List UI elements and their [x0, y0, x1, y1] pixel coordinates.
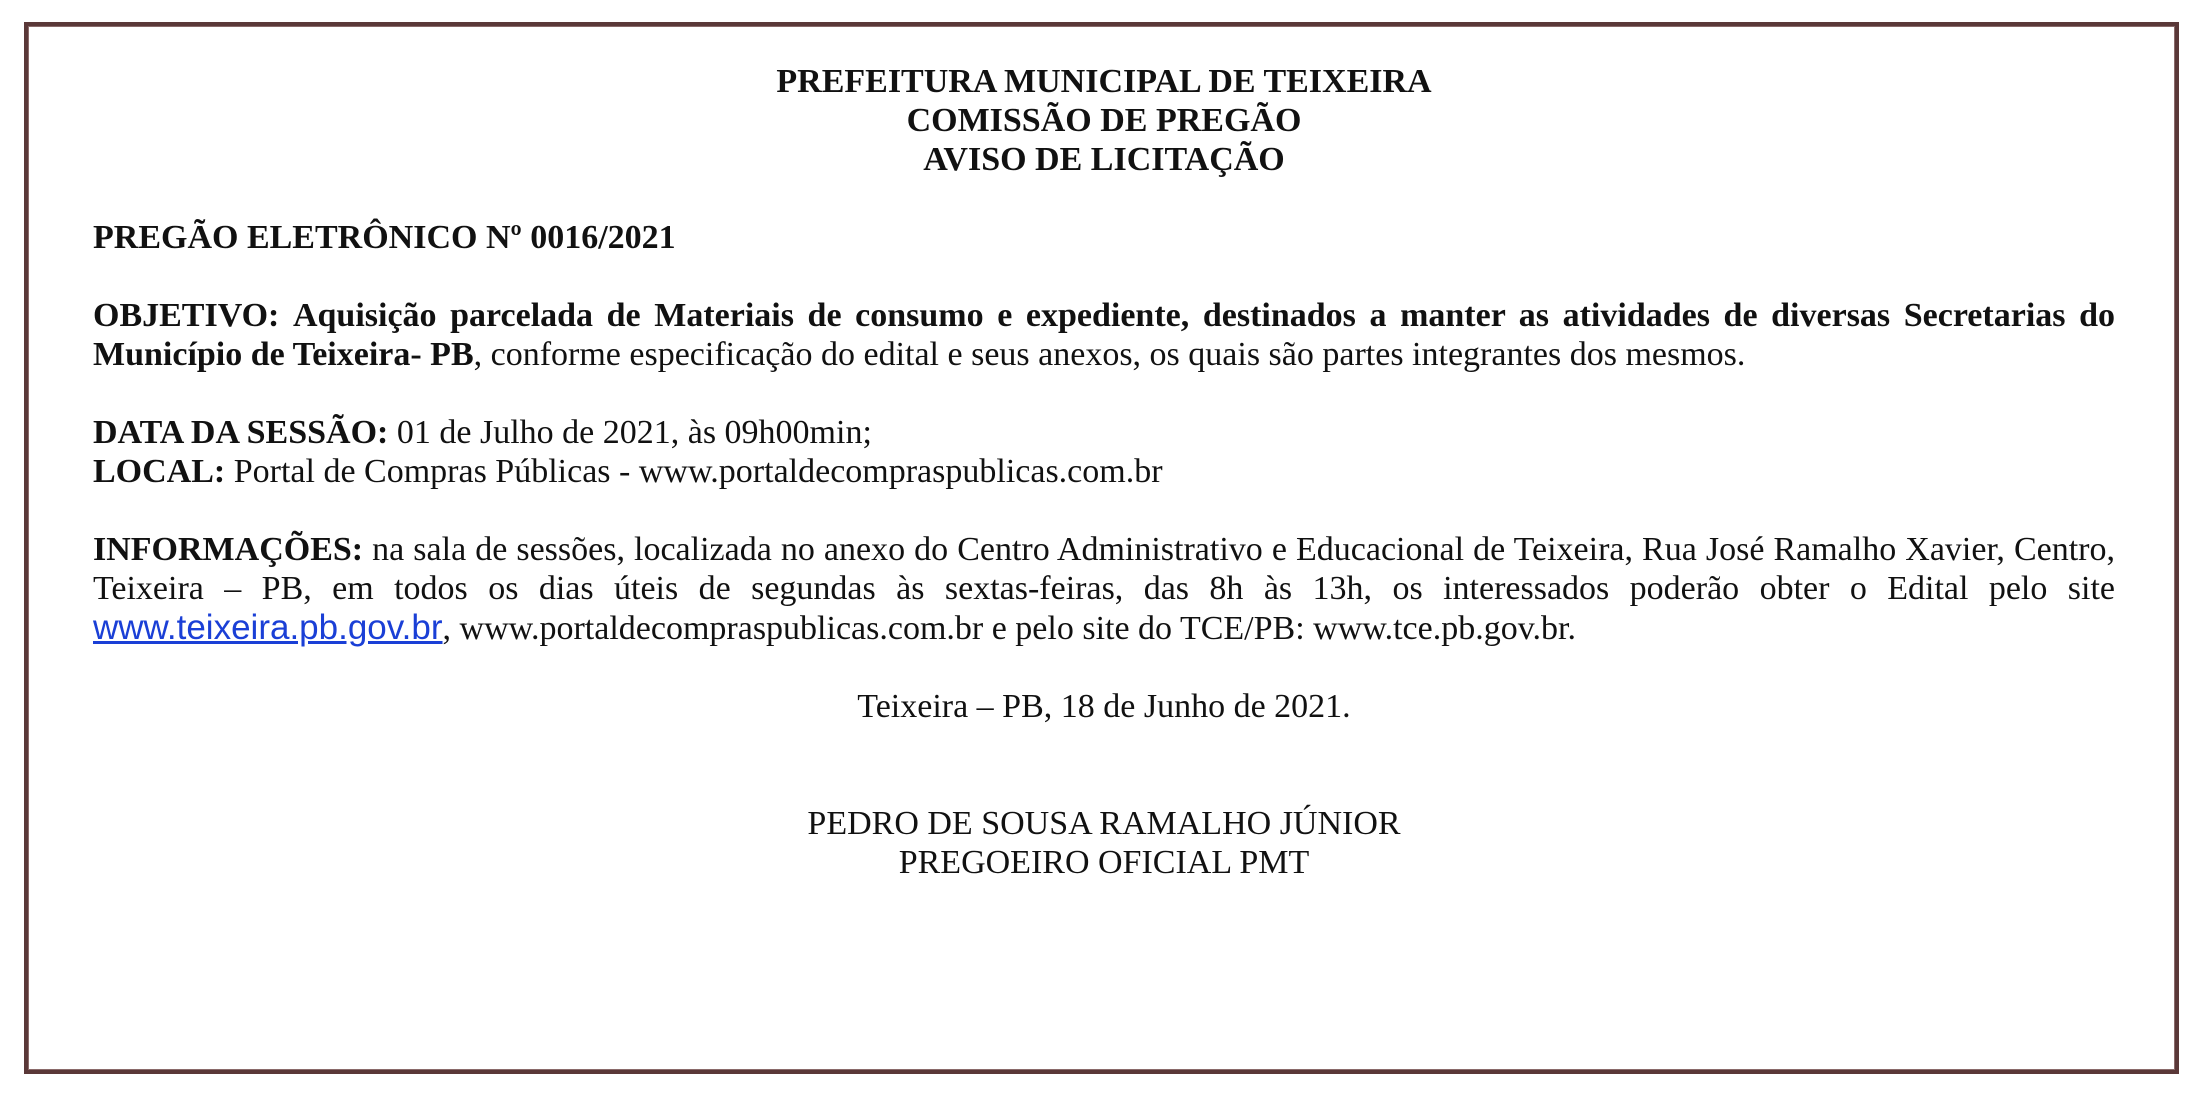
header-notice-type: AVISO DE LICITAÇÃO	[923, 141, 1285, 178]
sessao-line	[93, 413, 2115, 452]
signature-role: PREGOEIRO OFICIAL PMT	[898, 844, 1310, 881]
informacoes-label: INFORMAÇÕES:	[93, 531, 364, 568]
header-municipality: PREFEITURA MUNICIPAL DE TEIXEIRA	[776, 63, 1432, 100]
notice-header	[93, 62, 2115, 179]
local-label: LOCAL:	[93, 453, 226, 490]
local-line	[93, 452, 2115, 491]
objetivo-label: OBJETIVO:	[93, 297, 280, 334]
informacoes-text-after: , www.portaldecompraspublicas.com.br e pelo site do TCE/PB: www.tce.pb.gov.br.	[442, 610, 1576, 647]
sessao-value: 01 de Julho de 2021, às 09h00min;	[388, 414, 872, 451]
pregao-number: PREGÃO ELETRÔNICO Nº 0016/2021	[93, 219, 676, 256]
informacoes-text-before: na sala de sessões, localizada no anexo do Centro Administrativo e Educacional de Teixeira, Rua José Ramalho Xavier, Centro, Teixeira – PB, em todos os dias úteis de segundas às sextas-feiras, das 8h às 13h, os interessados poderão obter o Edital pelo site	[93, 531, 2115, 607]
signature-name: PEDRO DE SOUSA RAMALHO JÚNIOR	[807, 805, 1401, 842]
objetivo-bold-text: Aquisição parcelada de Materiais de consumo e expediente, destinados a manter as atividades de diversas Secretarias do Município de Teixeira- PB	[93, 297, 2115, 373]
sessao-label: DATA DA SESSÃO:	[93, 414, 389, 451]
notice-content	[93, 62, 2115, 882]
objetivo-paragraph	[93, 296, 2115, 374]
informacoes-paragraph	[93, 530, 2115, 648]
objetivo-rest-text: , conforme especificação do edital e seus anexos, os quais são partes integrantes dos mesmos.	[473, 336, 1746, 373]
place-date: Teixeira – PB, 18 de Junho de 2021.	[857, 688, 1351, 725]
local-value: Portal de Compras Públicas - www.portaldecompraspublicas.com.br	[225, 453, 1163, 490]
header-commission: COMISSÃO DE PREGÃO	[906, 102, 1302, 139]
teixeira-site-link[interactable]: www.teixeira.pb.gov.br	[93, 608, 443, 647]
